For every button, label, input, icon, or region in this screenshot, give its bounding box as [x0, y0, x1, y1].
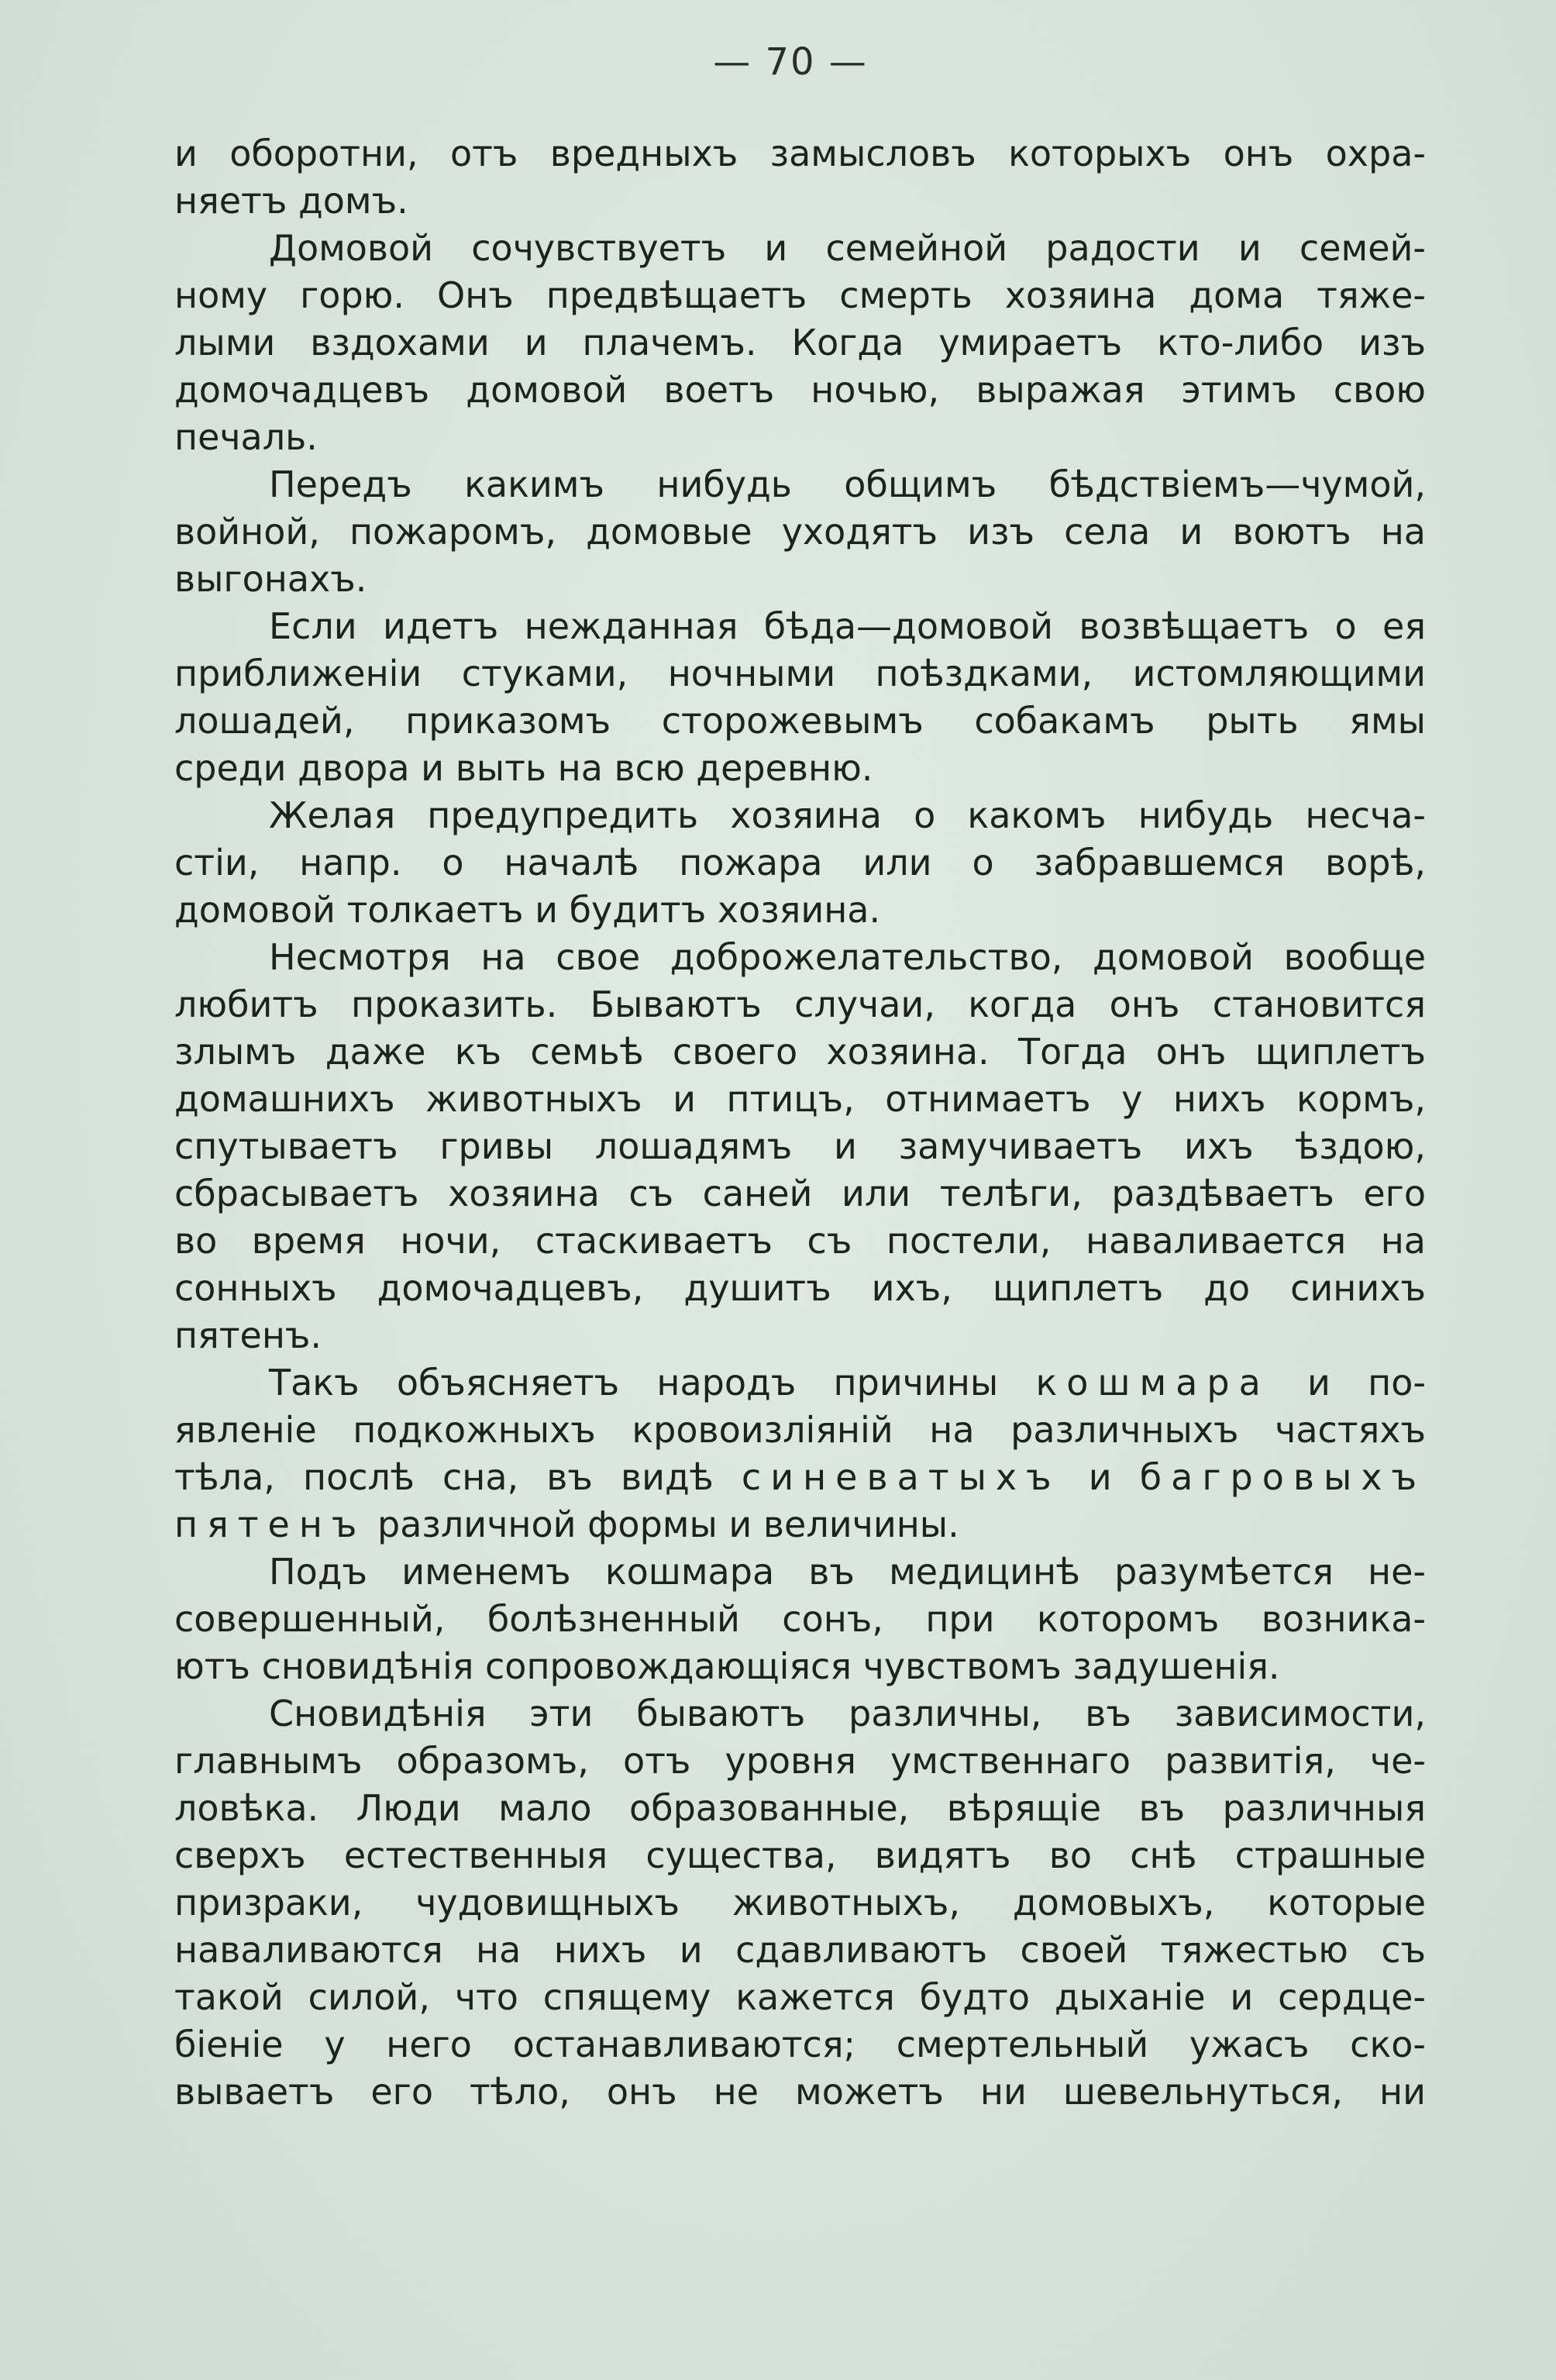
page-number: — 70 — [713, 40, 868, 84]
text-line: пятенъ. [174, 1314, 322, 1356]
text-line: такой силой, что спящему кажется будто дыханіе и сердце- [174, 1976, 1426, 2018]
text-line: сверхъ естественныя существа, видятъ во снѣ страшные [174, 1834, 1426, 1876]
text-line: лошадей, приказомъ сторожевымъ собакамъ рыть ямы [174, 700, 1426, 742]
text-line: наваливаются на нихъ и сдавливаютъ своей тяжестью съ [174, 1929, 1426, 1971]
text-line: Несмотря на свое доброжелательство, домовой вообще [269, 936, 1426, 978]
emphasized-word: багровыхъ [1139, 1456, 1426, 1498]
text-line: Передъ какимъ нибудь общимъ бѣдствіемъ—чумой, [269, 463, 1426, 505]
text-line: выгонахъ. [174, 558, 367, 600]
text-line: во время ночи, стаскиваетъ съ постели, наваливается на [174, 1220, 1426, 1262]
text-fragment: явленіе подкожныхъ кровоизліяній на различныхъ частяхъ [174, 1409, 1426, 1451]
text-fragment: Такъ объясняетъ народъ причины [269, 1362, 1036, 1404]
text-fragment: и [1060, 1456, 1140, 1498]
text-line [174, 1501, 1426, 1548]
text-line [174, 1454, 1426, 1501]
text-line [174, 1407, 1426, 1454]
text-line: Если идетъ нежданная бѣда—домовой возвѣщаетъ о ея [269, 605, 1426, 647]
text-line: сонныхъ домочадцевъ, душитъ ихъ, щиплетъ до синихъ [174, 1267, 1426, 1309]
emphasized-word: синеватыхъ [741, 1456, 1061, 1498]
text-line: спутываетъ гривы лошадямъ и замучиваетъ ихъ ѣздою, [174, 1125, 1426, 1167]
text-line: злымъ даже къ семьѣ своего хозяина. Тогда онъ щиплетъ [174, 1031, 1426, 1073]
emphasized-word: пятенъ [174, 1503, 367, 1545]
text-line: вываетъ его тѣло, онъ не можетъ ни шевельнуться, ни [174, 2071, 1426, 2113]
text-line: призраки, чудовищныхъ животныхъ, домовыхъ, которые [174, 1882, 1426, 1924]
text-line: няетъ домъ. [174, 180, 408, 222]
text-line: ютъ сновидѣнія сопровождающіяся чувствомъ задушенія. [174, 1645, 1280, 1687]
text-line: среди двора и выть на всю деревню. [174, 747, 873, 789]
text-line [174, 1359, 1426, 1407]
text-line: Домовой сочувствуетъ и семейной радости и семей- [269, 227, 1426, 269]
text-line: домашнихъ животныхъ и птицъ, отнимаетъ у нихъ кормъ, [174, 1078, 1426, 1120]
text-fragment: и по- [1269, 1362, 1426, 1404]
text-line: Сновидѣнія эти бываютъ различны, въ зависимости, [269, 1693, 1426, 1734]
text-line: ловѣка. Люди мало образованные, вѣрящіе въ различныя [174, 1787, 1426, 1829]
text-line: любитъ проказить. Бываютъ случаи, когда онъ становится [174, 983, 1426, 1025]
text-line: біеніе у него останавливаются; смертельный ужасъ ско- [174, 2024, 1426, 2065]
text-fragment: тѣла, послѣ сна, въ видѣ [174, 1456, 742, 1498]
emphasized-word: кошмара [1035, 1362, 1270, 1404]
text-line: и оборотни, отъ вредныхъ замысловъ которыхъ онъ охра- [174, 133, 1426, 174]
text-line: совершенный, болѣзненный сонъ, при которомъ возника- [174, 1598, 1426, 1640]
text-line: стіи, напр. о началѣ пожара или о забравшемся ворѣ, [174, 842, 1426, 883]
text-line: домовой толкаетъ и будитъ хозяина. [174, 889, 881, 931]
text-line: Желая предупредить хозяина о какомъ нибудь несча- [269, 794, 1426, 836]
text-line: главнымъ образомъ, отъ уровня умственнаго развитія, че- [174, 1740, 1426, 1782]
text-line: войной, пожаромъ, домовые уходятъ изъ села и воютъ на [174, 511, 1426, 553]
body-text [174, 130, 1426, 2116]
text-line: ному горю. Онъ предвѣщаетъ смерть хозяина дома тяже- [174, 274, 1426, 316]
text-line: лыми вздохами и плачемъ. Когда умираетъ кто-либо изъ [174, 322, 1426, 363]
text-line: приближеніи стуками, ночными поѣздками, истомляющими [174, 653, 1426, 694]
text-fragment: различной формы и величины. [366, 1503, 959, 1545]
text-line: сбрасываетъ хозяина съ саней или телѣги, раздѣваетъ его [174, 1173, 1426, 1214]
text-line: печаль. [174, 416, 318, 458]
text-line: Подъ именемъ кошмара въ медицинѣ разумѣется не- [269, 1551, 1426, 1593]
text-line: домочадцевъ домовой воетъ ночью, выражая этимъ свою [174, 369, 1426, 411]
